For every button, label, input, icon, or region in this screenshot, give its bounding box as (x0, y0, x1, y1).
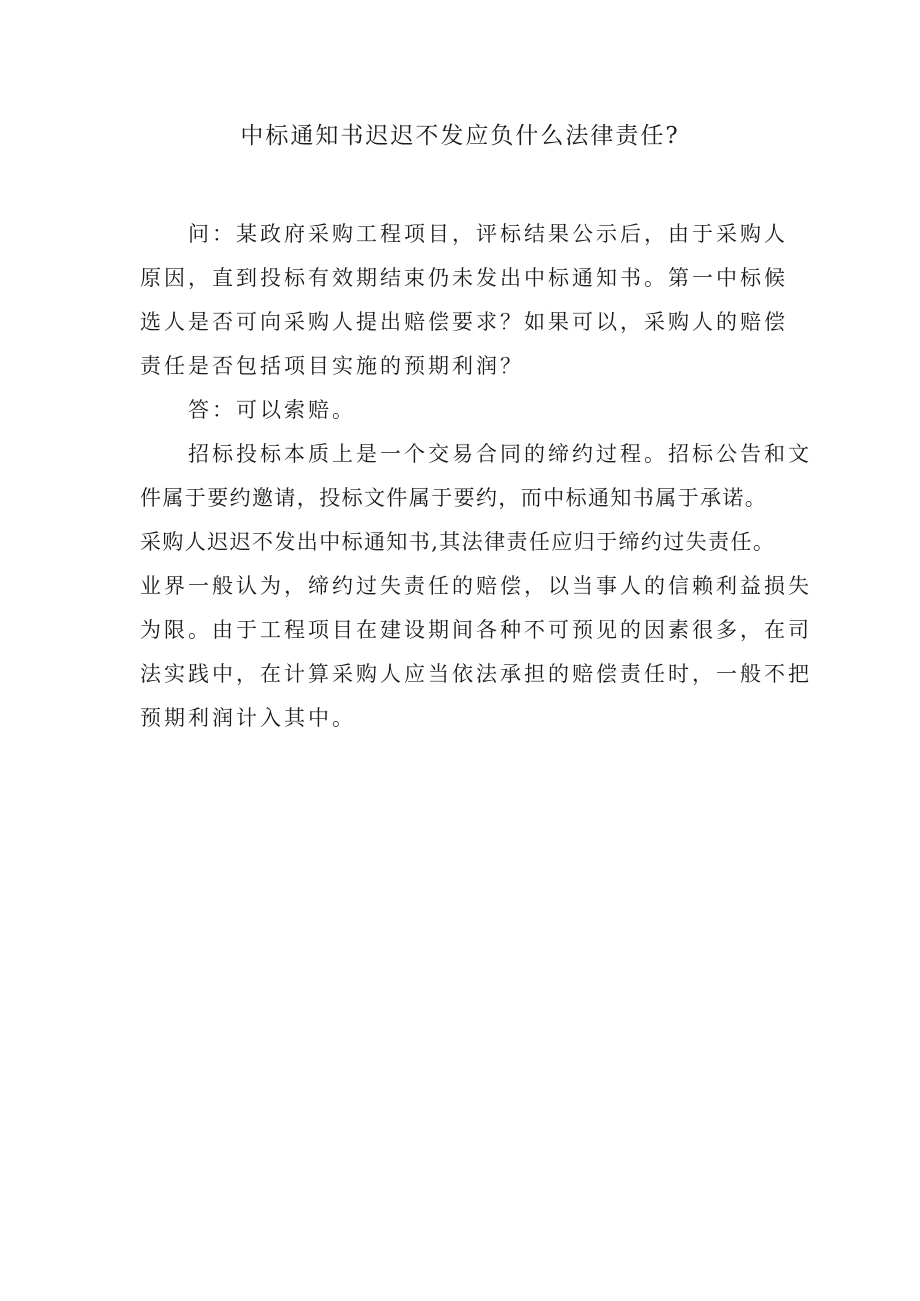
question-line: 选人是否可向采购人提出赔偿要求？如果可以，采购人的赔偿 (140, 310, 788, 334)
explanation-line: 采购人迟迟不发出中标通知书,其法律责任应归于缔约过失责任。 (140, 530, 776, 554)
explanation-paragraph (140, 432, 820, 740)
page-title: 中标通知书迟迟不发应负什么法律责任? (240, 123, 680, 149)
explanation-line: 件属于要约邀请，投标文件属于要约，而中标通知书属于承诺。 (140, 486, 768, 510)
answer-line: 答：可以索赔。 (188, 398, 356, 422)
explanation-line: 为限。由于工程项目在建设期间各种不可预见的因素很多，在司 (140, 618, 812, 642)
explanation-line: 招标投标本质上是一个交易合同的缔约过程。招标公告和文 (188, 442, 812, 466)
question-paragraph (140, 212, 820, 388)
explanation-line: 业界一般认为，缔约过失责任的赔偿，以当事人的信赖利益损失 (140, 574, 812, 598)
document-body (140, 212, 820, 740)
explanation-line: 法实践中，在计算采购人应当依法承担的赔偿责任时，一般不把 (140, 662, 812, 686)
question-line: 责任是否包括项目实施的预期利润？ (140, 354, 524, 378)
question-line: 问：某政府采购工程项目，评标结果公示后，由于采购人 (188, 222, 788, 246)
question-line: 原因，直到投标有效期结束仍未发出中标通知书。第一中标候 (140, 266, 788, 290)
answer-paragraph (140, 388, 820, 432)
explanation-line: 预期利润计入其中。 (140, 706, 356, 730)
